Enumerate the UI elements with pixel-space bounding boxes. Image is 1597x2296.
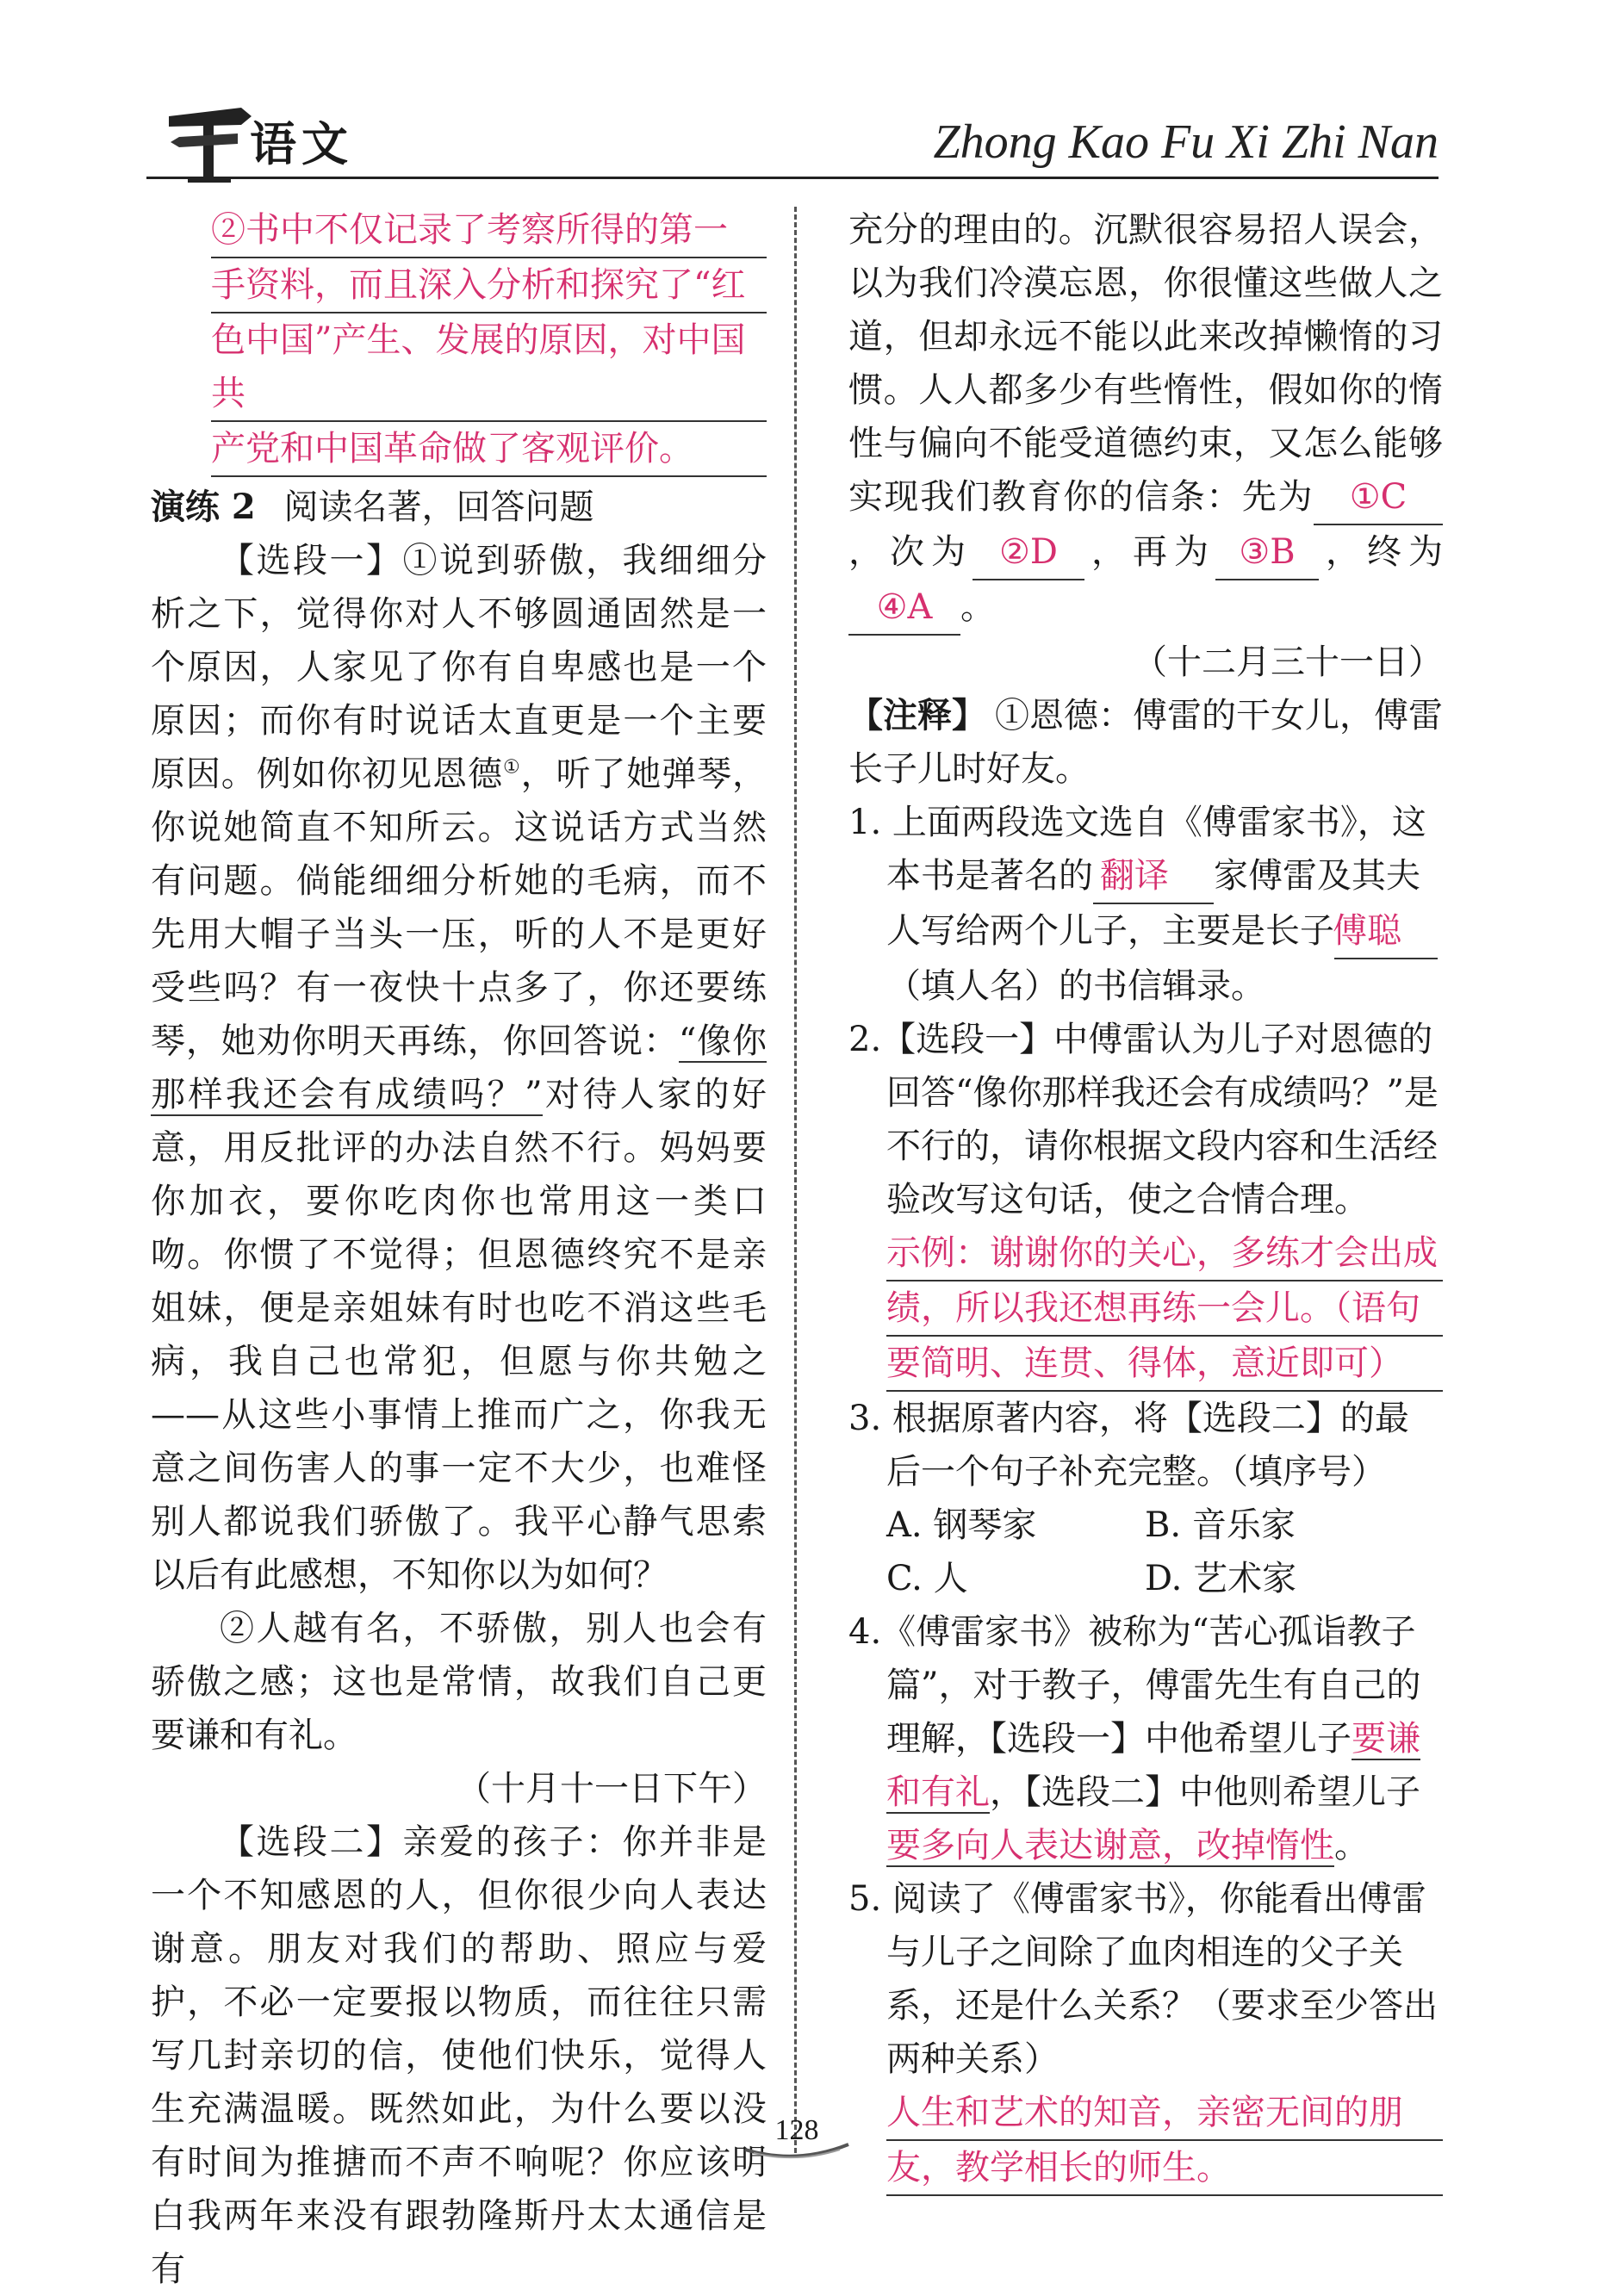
exercise-heading <box>151 481 767 534</box>
signpost-icon <box>162 97 257 183</box>
book-title-pinyin: Zhong Kao Fu Xi Zhi Nan <box>933 115 1439 169</box>
passage-text: ，次为 <box>848 532 972 572</box>
column-divider <box>794 207 797 2153</box>
question-text: （填人名）的书信辑录。 <box>886 966 1265 1006</box>
option-d: D. 艺术家 <box>1145 1559 1297 1598</box>
left-column <box>151 203 767 2296</box>
answer-line: 友，教学相长的师生。 <box>886 2141 1443 2196</box>
subject-title: 语文 <box>250 116 353 171</box>
passage-2-label: 【选段二】 <box>220 1822 403 1862</box>
passage-text: 对待人家的好意，用反批评的办法自然不行。妈妈要你加衣，要你吃肉你也常用这一类口吻。你惯了不觉得；但恩德终究不是亲姐妹，便是亲姐妹有时也吃不消这些毛病，我自己也常犯，但愿与你共勉之——从这些小事情上推而广之，你我无意之间伤害人的事一定不大少，也难怪别人都说我们骄傲了。我平心静气思索以后有此感想，不知你以为如何？ <box>151 1075 767 1595</box>
annotation-label: 【注释】 <box>848 695 986 735</box>
answer-blank-2: ②D <box>972 525 1084 580</box>
passage-1-para-2: ②人越有名，不骄傲，别人也会有骄傲之感；这也是常情，故我们自己更要谦和有礼。 <box>151 1609 767 1755</box>
passage-2-continued <box>848 203 1443 636</box>
answer-blank-q4-a: 要谦和有礼 <box>886 1719 1420 1812</box>
right-column <box>848 203 1443 2196</box>
passage-text: 。 <box>960 587 995 627</box>
annotation-text: ①恩德：傅雷的干女儿，傅雷长子儿时好友。 <box>848 696 1443 789</box>
answer-line: 手资料，而且深入分析和探究了“红 <box>211 258 767 313</box>
passage-text: ，终为 <box>1319 532 1443 572</box>
passage-text: 亲爱的孩子：你并非是一个不知感恩的人，但你很少向人表达谢意。朋友对我们的帮助、照应与爱护，不必一定要报以物质，而往往只需写几封亲切的信，使他们快乐，觉得人生充满温暖。既然如此，为什么要以没有时间为推搪而不声不响呢？你应该明白我两年来没有跟勃隆斯丹太太通信是有 <box>151 1822 767 2289</box>
question-2-answer <box>848 1226 1443 1392</box>
answer-blank-q1-b: 傅聪 <box>1334 904 1438 959</box>
option-c: C. 人 <box>886 1559 968 1598</box>
passage-2-date: （十二月三十一日） <box>1133 642 1443 682</box>
annotation <box>848 689 1443 796</box>
question-4 <box>848 1605 1443 1872</box>
question-3-options <box>886 1499 1443 1605</box>
footnote-mark: ① <box>502 756 521 779</box>
passage-text: ①说到骄傲，我细细分析之下，觉得你对人不够圆通固然是一个原因，人家见了你有自卑感也是一个原因；而你有时说话太直更是一个主要原因。例如你初见恩德 <box>151 541 767 794</box>
answer-line: 人生和艺术的知音，亲密无间的朋 <box>886 2086 1443 2141</box>
answer-blank-3: ③B <box>1215 525 1319 580</box>
question-2: 2.【选段一】中傅雷认为儿子对恩德的回答“像你那样我还会有成绩吗？”是不行的，请你根据文段内容和生活经验改写这句话，使之合情合理。 <box>848 1020 1439 1219</box>
passage-2-para-1 <box>151 1815 767 2296</box>
answer-line: 色中国”产生、发展的原因，对中国共 <box>211 313 767 422</box>
passage-text: 充分的理由的。沉默很容易招人误会，以为我们冷漠忘恩，你很懂这些做人之道，但却永远不能以此来改掉懒惰的习惯。人人都多少有些惰性，假如你的惰性与偏向不能受道德约束，又怎么能够实现我们教育你的信条：先为 <box>848 210 1443 517</box>
option-a: A. 钢琴家 <box>886 1505 1037 1545</box>
passage-text: ，再为 <box>1084 532 1215 572</box>
question-5: 5. 阅读了《傅雷家书》，你能看出傅雷与儿子之间除了血肉相连的父子关系，还是什么关系？（要求至少答出两种关系） <box>848 1879 1438 2079</box>
question-text: 家傅雷及其夫人写给两个儿子，主要是长子 <box>886 856 1420 951</box>
answer-blank-4: ④A <box>848 580 960 636</box>
underlined-quote: “像你那样我还会有成绩吗？” <box>151 1021 767 1114</box>
question-text: ，【选段二】中他则希望儿子 <box>990 1772 1420 1812</box>
page-number-ornament <box>741 2134 853 2160</box>
passage-text: ，听了她弹琴，你说她简直不知所云。这说话方式当然有问题。倘能细细分析她的毛病，而不先用大帽子当头一压，听的人不是更好受些吗？有一夜快十点多了，你还要练琴，她劝你明天再练，你回答说： <box>151 754 767 1061</box>
question-5-answer <box>848 2086 1443 2196</box>
passage-1-label: 【选段一】 <box>220 541 403 580</box>
option-b: B. 音乐家 <box>1145 1505 1296 1545</box>
page-header <box>146 90 1439 185</box>
question-3: 3. 根据原著内容，将【选段二】的最后一个句子补充完整。（填序号） <box>848 1399 1409 1492</box>
answer-line: 要简明、连贯、得体，意近即可） <box>886 1337 1443 1392</box>
header-rule <box>146 177 1439 179</box>
question-text: 1. 上面两段选文选自《傅雷家书》，这本书是著名的 <box>848 803 1426 896</box>
answer-block <box>151 203 767 477</box>
passage-1-para-1 <box>151 534 767 1602</box>
question-text: 。 <box>1334 1826 1369 1865</box>
exercise-instruction: 阅读名著，回答问题 <box>283 487 594 527</box>
answer-blank-1: ①C <box>1314 470 1443 525</box>
answer-line: 产党和中国革命做了客观评价。 <box>211 422 767 477</box>
passage-1-date: （十月十一日下午） <box>457 1769 767 1809</box>
answer-line: 示例：谢谢你的关心，多练才会出成 <box>886 1226 1443 1281</box>
question-1 <box>848 796 1443 1013</box>
page-number: 128 <box>774 2114 819 2146</box>
answer-line: ②书中不仅记录了考察所得的第一 <box>211 203 767 258</box>
question-text: 4.《傅雷家书》被称为“苦心孤诣教子篇”，对于教子，傅雷先生有自己的理解，【选段一】中他希望儿子 <box>848 1612 1421 1759</box>
exercise-title: 演练 2 <box>151 487 256 527</box>
answer-blank-q4-b: 要多向人表达谢意，改掉惰性 <box>886 1826 1334 1865</box>
answer-line: 绩，所以我还想再练一会儿。（语句 <box>886 1281 1443 1337</box>
answer-blank-q1-a: 翻译 <box>1093 849 1214 904</box>
